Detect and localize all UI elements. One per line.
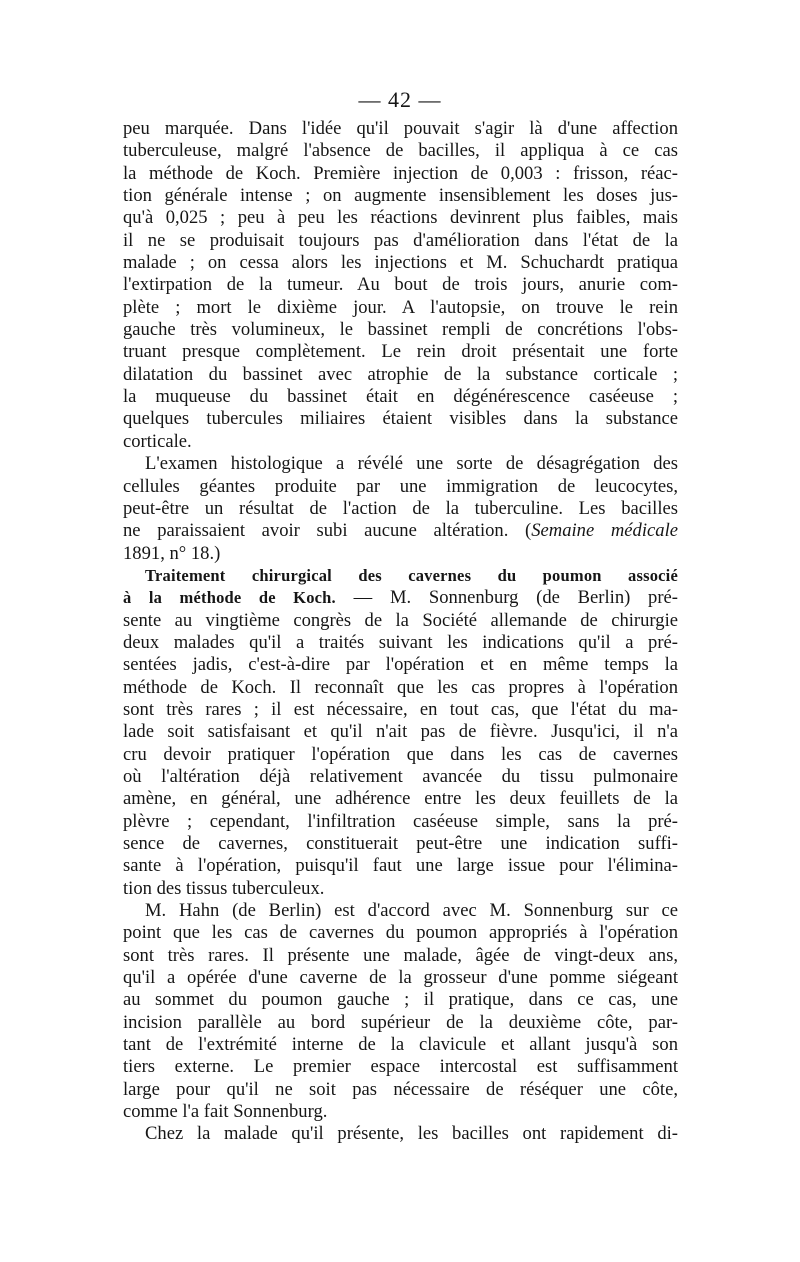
text-line: au sommet du poumon gauche ; il pratique, dans ce cas, une — [123, 989, 678, 1011]
text-line: sont très rares ; il est nécessaire, en tout cas, que l'état du ma- — [123, 698, 678, 720]
text-line: sont très rares. Il présente une malade, âgée de vingt-deux ans, — [123, 944, 678, 966]
text-line: il ne se produisait toujours pas d'amélioration dans l'état de la — [123, 229, 678, 251]
text-fragment: ne paraissaient avoir subi aucune altération. ( — [123, 520, 532, 542]
paragraph-histology — [123, 453, 678, 565]
text-line: plèvre ; cependant, l'infiltration caséeuse simple, sans la pré- — [123, 810, 678, 832]
text-line: tion des tissus tuberculeux. — [123, 877, 325, 899]
text-line: où l'altération déjà relativement avancée du tissu pulmonaire — [123, 765, 678, 787]
text-line: tant de l'extrémité interne de la clavicule et allant jusqu'à son — [123, 1034, 678, 1056]
text-line: lade soit satisfaisant et qu'il n'ait pas de fièvre. Jusqu'ici, il n'a — [123, 721, 678, 743]
text-line: incision parallèle au bord supérieur de la deuxième côte, par- — [123, 1011, 678, 1033]
text-line: point que les cas de cavernes du poumon appropriés à l'opération — [123, 922, 678, 944]
text-line: tiers externe. Le premier espace intercostal est suffisamment — [123, 1056, 678, 1078]
text-line: tion générale intense ; on augmente insensiblement les doses jus- — [123, 185, 678, 207]
text-line: la méthode de Koch. Première injection de 0,003 : frisson, réac- — [123, 162, 678, 184]
text-line: M. Hahn (de Berlin) est d'accord avec M. Sonnenburg sur ce — [145, 900, 678, 922]
page-number: — 42 — — [358, 87, 442, 112]
paragraph-bacilli — [123, 1123, 678, 1145]
body-text — [123, 118, 678, 1146]
text-line: amène, en général, une adhérence entre les deux feuillets de la — [123, 788, 678, 810]
text-line: la muqueuse du bassinet était en dégénérescence caséeuse ; — [123, 386, 678, 408]
text-line: cellules géantes produite par une immigration de leucocytes, — [123, 475, 678, 497]
text-line: sence de cavernes, constituerait peut-être une indication suffi- — [123, 833, 678, 854]
text-line: méthode de Koch. Il reconnaît que les cas propres à l'opération — [123, 676, 678, 698]
text-line: tuberculeuse, malgré l'absence de bacilles, il appliqua à ce cas — [123, 140, 678, 162]
text-line: comme l'a fait Sonnenburg. — [123, 1101, 328, 1123]
text-line — [123, 520, 678, 542]
text-line: qu'il a opérée d'une caverne de la grosseur d'une pomme siégeant — [123, 967, 678, 989]
text-line: dilatation du bassinet avec atrophie de la substance corticale ; — [123, 363, 678, 385]
text-line: corticale. — [123, 430, 192, 452]
text-line: 1891, n° 18.) — [123, 542, 221, 564]
text-line: large pour qu'il ne soit pas nécessaire de réséquer une côte, — [123, 1078, 678, 1100]
section-heading-end: à la méthode de Koch. — [123, 588, 336, 608]
paragraph-sonnenburg — [123, 565, 678, 900]
text-line: sente au vingtième congrès de la Société allemande de chirurgie — [123, 609, 678, 631]
text-line: l'extirpation de la tumeur. Au bout de trois jours, anurie com- — [123, 274, 678, 296]
text-line: deux malades qu'il a traités suivant les indications qu'il a pré- — [123, 631, 678, 653]
text-line: qu'à 0,025 ; peu à peu les réactions devinrent plus faibles, mais — [123, 207, 678, 229]
text-line: cru devoir pratiquer l'opération que dans les cas de cavernes — [123, 743, 678, 765]
text-line: malade ; on cessa alors les injections et M. Schuchardt pratiqua — [123, 252, 678, 274]
text-line: peu marquée. Dans l'idée qu'il pouvait s'agir là d'une affection — [123, 118, 678, 139]
text-line — [123, 587, 678, 609]
text-line: sante à l'opération, puisqu'il faut une large issue pour l'élimina- — [123, 855, 678, 877]
text-line: quelques tubercules miliaires étaient visibles dans la substance — [123, 408, 678, 430]
text-line: truant presque complètement. Le rein droit présentait une forte — [123, 341, 678, 363]
section-heading: Traitement chirurgical des cavernes du poumon associé — [145, 565, 678, 585]
text-line: peut-être un résultat de l'action de la tuberculine. Les bacilles — [123, 497, 678, 519]
text-fragment: — M. Sonnenburg (de Berlin) pré- — [335, 587, 678, 609]
paragraph-koch-case — [123, 118, 678, 453]
text-line: Chez la malade qu'il présente, les bacilles ont rapidement di- — [145, 1123, 678, 1145]
paragraph-hahn — [123, 900, 678, 1123]
journal-title: Semaine médicale — [531, 520, 678, 542]
text-line: gauche très volumineux, le bassinet rempli de concrétions l'obs- — [123, 319, 678, 341]
text-line: L'examen histologique a révélé une sorte de désagrégation des — [145, 453, 678, 475]
text-line: sentées jadis, c'est-à-dire par l'opération et en même temps la — [123, 654, 678, 676]
text-line: plète ; mort le dixième jour. A l'autopsie, on trouve le rein — [123, 296, 678, 318]
